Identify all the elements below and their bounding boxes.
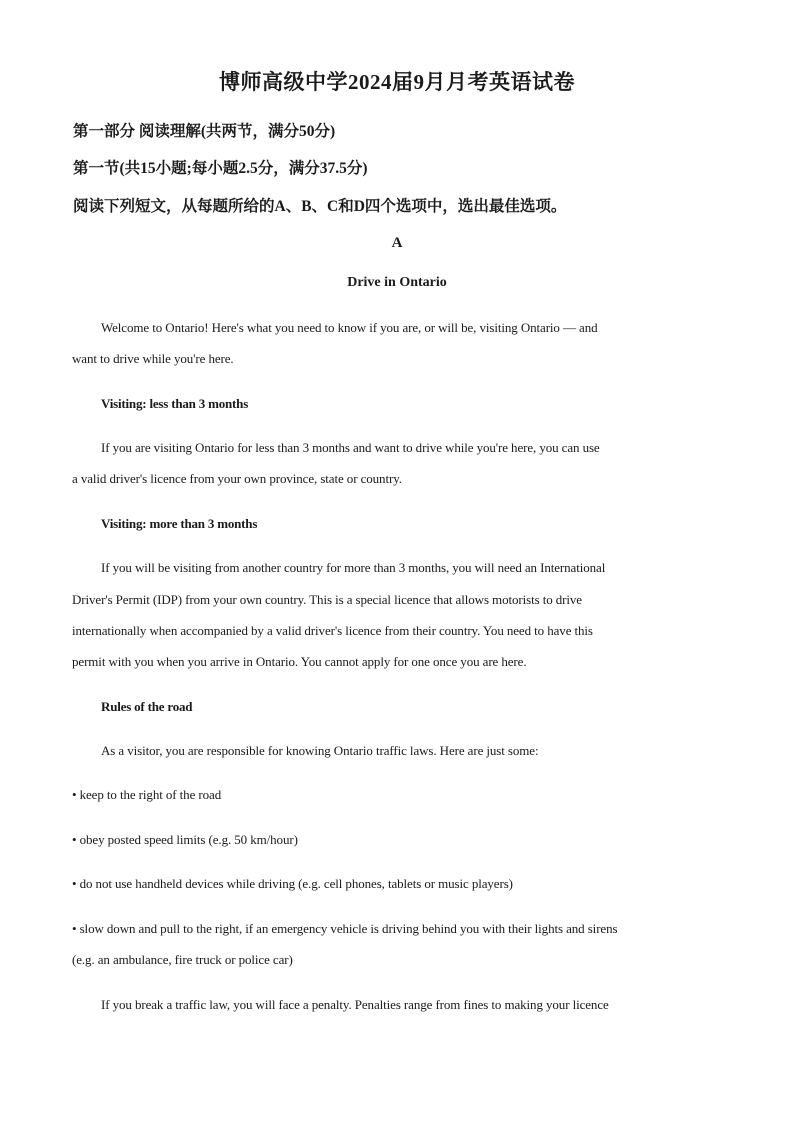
paragraph-line: If you will be visiting from another country for more than 3 months, you will need an International (101, 560, 606, 575)
paragraph-line: As a visitor, you are responsible for knowing Ontario traffic laws. Here are just some: (101, 743, 539, 758)
paragraph-line: Driver's Permit (IDP) from your own country. This is a special licence that allows motorists to drive (72, 592, 582, 607)
bullet-item-continuation: (e.g. an ambulance, fire truck or police car) (72, 952, 293, 967)
paragraph-line: If you break a traffic law, you will face a penalty. Penalties range from fines to making your licence (101, 997, 609, 1012)
section-heading: 第一节(共15小题;每小题2.5分，满分37.5分) (73, 160, 368, 177)
passage-title: Drive in Ontario (347, 275, 447, 290)
intro-line: want to drive while you're here. (72, 351, 234, 366)
bullet-item: • keep to the right of the road (72, 787, 222, 802)
section-heading-more-than-3-months: Visiting: more than 3 months (101, 516, 258, 531)
bullet-item: • slow down and pull to the right, if an emergency vehicle is driving behind you with their lights and sirens (72, 921, 618, 936)
part-heading: 第一部分 阅读理解(共两节，满分50分) (73, 123, 336, 140)
section-heading-less-than-3-months: Visiting: less than 3 months (101, 396, 249, 411)
passage-letter: A (391, 235, 403, 251)
section-heading-rules-of-the-road: Rules of the road (101, 699, 193, 714)
paragraph-line: a valid driver's licence from your own province, state or country. (72, 471, 402, 486)
bullet-item: • obey posted speed limits (e.g. 50 km/hour) (72, 832, 298, 847)
paragraph-line: permit with you when you arrive in Ontario. You cannot apply for one once you are here. (72, 654, 527, 669)
paragraph-line: If you are visiting Ontario for less than 3 months and want to drive while you're here, you can use (101, 440, 600, 455)
bullet-item: • do not use handheld devices while driving (e.g. cell phones, tablets or music players) (72, 876, 513, 891)
instructions: 阅读下列短文，从每题所给的A、B、C和D四个选项中，选出最佳选项。 (73, 198, 567, 215)
exam-title: 博师高级中学2024届9月月考英语试卷 (219, 70, 575, 94)
intro-line: Welcome to Ontario! Here's what you need to know if you are, or will be, visiting Ontario — and (101, 320, 598, 335)
paragraph-line: internationally when accompanied by a valid driver's licence from their country. You need to have this (72, 623, 593, 638)
